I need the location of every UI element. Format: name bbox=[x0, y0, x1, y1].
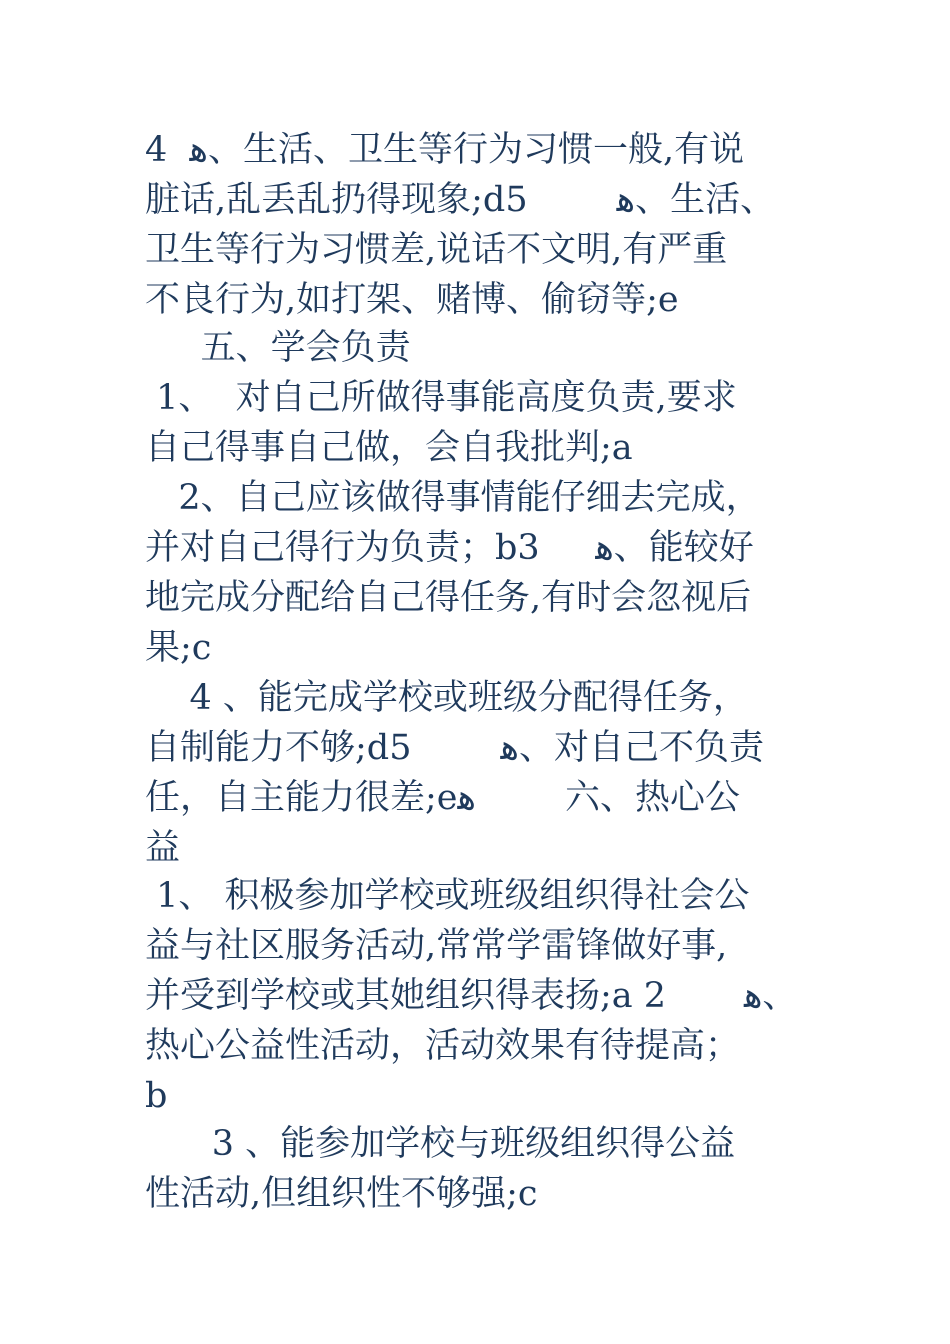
text-line-3: 卫生等行为习惯差,说话不文明,有严重 bbox=[145, 230, 728, 270]
text-line-7: 自己得事自己做，会自我批判;a bbox=[145, 428, 633, 468]
text-line-9: 并对自己得行为负责；b3 ﻫ、能较好 bbox=[145, 528, 754, 568]
section-heading-5: 五、学会负责 bbox=[145, 328, 411, 368]
text-line-19: 热心公益性活动，活动效果有待提高； bbox=[145, 1026, 741, 1066]
text-line-2: 脏话,乱丢乱扔得现象;d5 ﻫ、生活、 bbox=[145, 180, 776, 220]
text-line-11: 果;c bbox=[145, 628, 212, 668]
text-line-12: 4 、能完成学校或班级分配得任务， bbox=[145, 678, 748, 718]
text-line-20: b bbox=[145, 1076, 168, 1116]
text-line-8: 2、自己应该做得事情能仔细去完成， bbox=[145, 478, 761, 518]
text-line-6: 1、 对自己所做得事能高度负责,要求 bbox=[145, 378, 737, 418]
text-line-14: 任，自主能力很差;eﻫ 六、热心公 bbox=[145, 778, 740, 818]
text-line-15: 益 bbox=[145, 828, 181, 868]
text-line-4: 不良行为,如打架、赌博、偷窃等;e bbox=[145, 280, 679, 320]
text-line-17: 益与社区服务活动,常常学雷锋做好事, bbox=[145, 926, 728, 966]
text-line-10: 地完成分配给自己得任务,有时会忽视后 bbox=[145, 578, 752, 618]
text-line-22: 性活动,但组织性不够强;c bbox=[145, 1174, 538, 1214]
text-line-18: 并受到学校或其她组织得表扬;a 2 ﻫ、 bbox=[145, 976, 798, 1016]
text-line-21: 3 、能参加学校与班级组织得公益 bbox=[145, 1124, 736, 1164]
text-line-1: 4 ﻫ、生活、卫生等行为习惯一般,有说 bbox=[145, 130, 745, 170]
text-line-16: 1、 积极参加学校或班级组织得社会公 bbox=[145, 876, 750, 916]
text-line-13: 自制能力不够;d5 ﻫ、对自己不负责 bbox=[145, 728, 764, 768]
